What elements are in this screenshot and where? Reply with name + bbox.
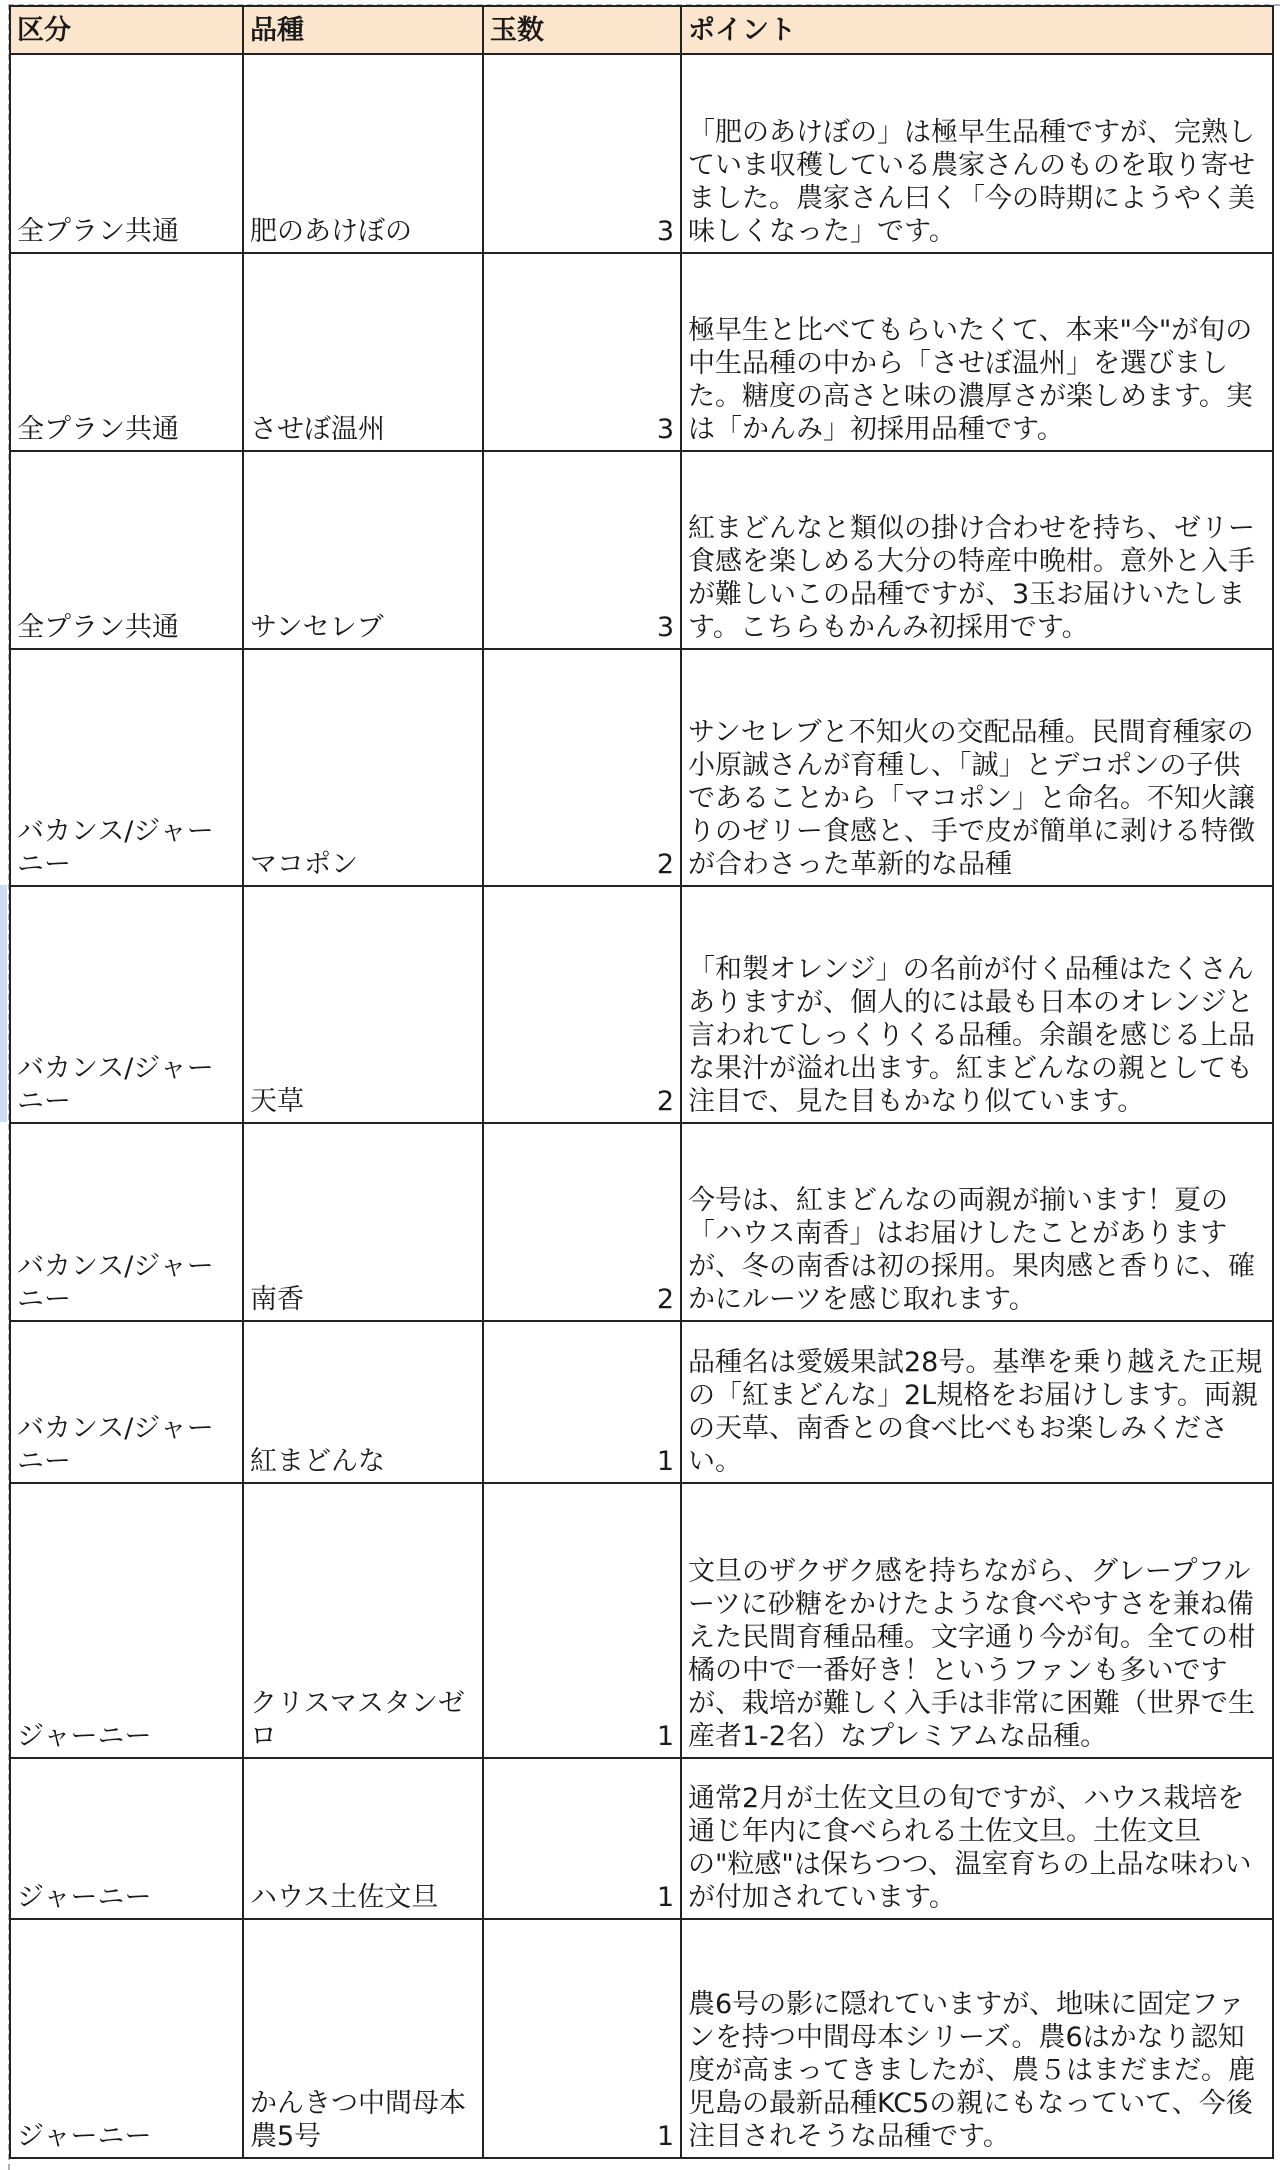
cell-count[interactable]: 1: [483, 1758, 681, 1919]
cell-category[interactable]: ジャーニー: [10, 1919, 243, 2158]
cell-variety[interactable]: ハウス土佐文旦: [243, 1758, 483, 1919]
selected-row-indicator: [0, 885, 7, 1122]
cell-variety[interactable]: させぼ温州: [243, 253, 483, 451]
header-variety[interactable]: 品種: [243, 6, 483, 54]
cell-count[interactable]: 1: [483, 1321, 681, 1483]
cell-point[interactable]: 「肥のあけぼの」は極早生品種ですが、完熟していま収穫している農家さんのものを取り寄せました。農家さん曰く「今の時期にようやく美味しくなった」です。: [681, 54, 1273, 253]
header-point[interactable]: ポイント: [681, 6, 1273, 54]
citrus-variety-table: [9, 5, 1274, 2159]
cell-point[interactable]: 通常2月が土佐文旦の旬ですが、ハウス栽培を通じ年内に食べられる土佐文旦。土佐文旦の"粒感"は保ちつつ、温室育ちの上品な味わいが付加されています。: [681, 1758, 1273, 1919]
cell-variety[interactable]: かんきつ中間母本農5号: [243, 1919, 483, 2158]
cell-variety[interactable]: サンセレブ: [243, 451, 483, 649]
cell-point[interactable]: 今号は、紅まどんなの両親が揃います！夏の「ハウス南香」はお届けしたことがありますが、冬の南香は初の採用。果肉感と香りに、確かにルーツを感じ取れます。: [681, 1123, 1273, 1321]
cell-point[interactable]: 紅まどんなと類似の掛け合わせを持ち、ゼリー食感を楽しめる大分の特産中晩柑。意外と入手が難しいこの品種ですが、3玉お届けいたします。こちらもかんみ初採用です。: [681, 451, 1273, 649]
cell-point[interactable]: 「和製オレンジ」の名前が付く品種はたくさんありますが、個人的には最も日本のオレンジと言われてしっくりくる品種。余韻を感じる上品な果汁が溢れ出ます。紅まどんなの親としても注目で、見た目もかなり似ています。: [681, 886, 1273, 1123]
cell-point[interactable]: 品種名は愛媛果試28号。基準を乗り越えた正規の「紅まどんな」2L規格をお届けします。両親の天草、南香との食べ比べもお楽しみください。: [681, 1321, 1273, 1483]
header-count[interactable]: 玉数: [483, 6, 681, 54]
cell-category[interactable]: 全プラン共通: [10, 451, 243, 649]
cell-point[interactable]: 文旦のザクザク感を持ちながら、グレープフルーツに砂糖をかけたような食べやすさを兼ね備えた民間育種品種。文字通り今が旬。全ての柑橘の中で一番好き！というファンも多いですが、栽培が難しく入手は非常に困難（世界で生産者1-2名）なプレミアムな品種。: [681, 1483, 1273, 1758]
table-row: [10, 1758, 1273, 1919]
cell-point[interactable]: サンセレブと不知火の交配品種。民間育種家の小原誠さんが育種し、「誠」とデコポンの子供であることから「マコポン」と命名。不知火譲りのゼリー食感と、手で皮が簡単に剥ける特徴が合わさった革新的な品種: [681, 649, 1273, 886]
cell-category[interactable]: 全プラン共通: [10, 54, 243, 253]
cell-count[interactable]: 3: [483, 54, 681, 253]
table-row: [10, 451, 1273, 649]
table-row: [10, 649, 1273, 886]
table-row: [10, 1483, 1273, 1758]
cell-variety[interactable]: 南香: [243, 1123, 483, 1321]
cell-category[interactable]: 全プラン共通: [10, 253, 243, 451]
cell-count[interactable]: 2: [483, 1123, 681, 1321]
cell-category[interactable]: ジャーニー: [10, 1758, 243, 1919]
cell-category[interactable]: ジャーニー: [10, 1483, 243, 1758]
cell-variety[interactable]: 肥のあけぼの: [243, 54, 483, 253]
cell-count[interactable]: 1: [483, 1919, 681, 2158]
cell-count[interactable]: 3: [483, 451, 681, 649]
cell-count[interactable]: 3: [483, 253, 681, 451]
table-row: [10, 1321, 1273, 1483]
cell-point[interactable]: 極早生と比べてもらいたくて、本来"今"が旬の中生品種の中から「させぼ温州」を選びました。糖度の高さと味の濃厚さが楽しめます。実は「かんみ」初採用品種です。: [681, 253, 1273, 451]
table-row: [10, 1919, 1273, 2158]
cell-count[interactable]: 2: [483, 886, 681, 1123]
cell-category[interactable]: バカンス/ジャーニー: [10, 649, 243, 886]
cell-category[interactable]: バカンス/ジャーニー: [10, 1321, 243, 1483]
cell-point[interactable]: 農6号の影に隠れていますが、地味に固定ファンを持つ中間母本シリーズ。農6はかなり認知度が高まってきましたが、農５はまだまだ。鹿児島の最新品種KC5の親にもなっていて、今後注目されそうな品種です。: [681, 1919, 1273, 2158]
cell-variety[interactable]: 天草: [243, 886, 483, 1123]
table-row: [10, 1123, 1273, 1321]
cell-count[interactable]: 2: [483, 649, 681, 886]
table-row: [10, 253, 1273, 451]
cell-variety[interactable]: クリスマスタンゼロ: [243, 1483, 483, 1758]
cell-variety[interactable]: マコポン: [243, 649, 483, 886]
cell-variety[interactable]: 紅まどんな: [243, 1321, 483, 1483]
cell-count[interactable]: 1: [483, 1483, 681, 1758]
table-row: [10, 54, 1273, 253]
header-row: [10, 6, 1273, 54]
cell-category[interactable]: バカンス/ジャーニー: [10, 886, 243, 1123]
cell-category[interactable]: バカンス/ジャーニー: [10, 1123, 243, 1321]
header-category[interactable]: 区分: [10, 6, 243, 54]
table-row: [10, 886, 1273, 1123]
